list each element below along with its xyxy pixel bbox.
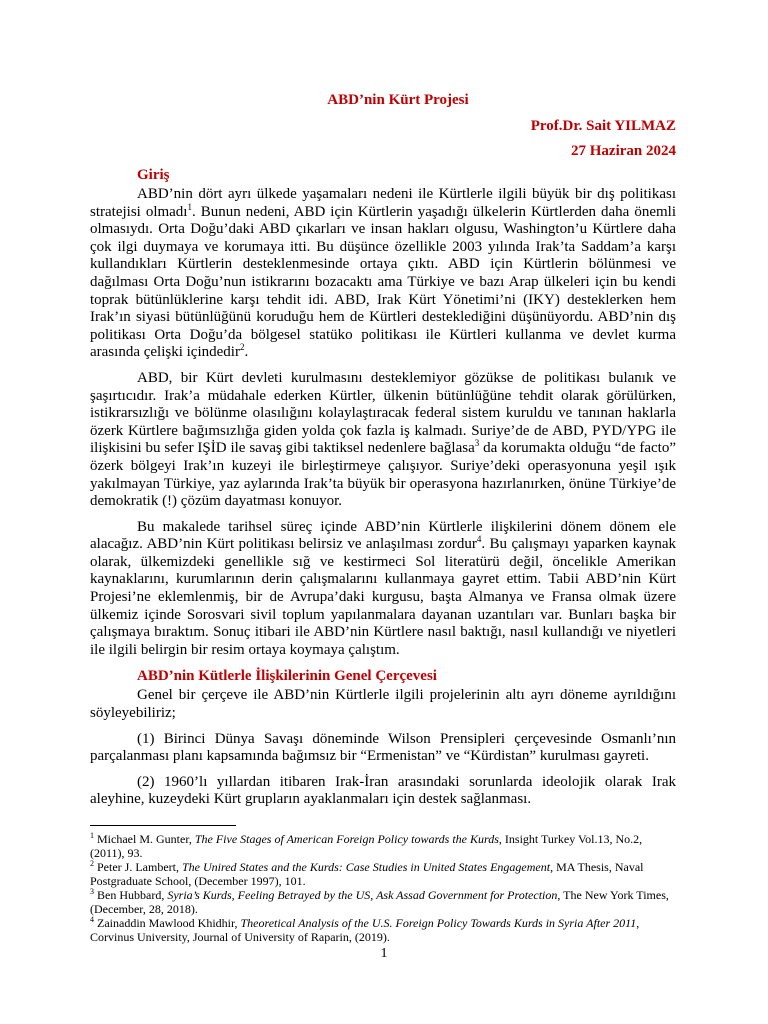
footnote-marker: 4: [90, 915, 94, 924]
paragraph: [90, 687, 676, 722]
section-heading: ABD’nin Kütlerle İlişkilerinin Genel Çerçevesi: [137, 668, 437, 685]
cited-title: Theoretical Analysis of the U.S. Foreign Policy Towards Kurds in Syria After 2011: [240, 916, 637, 930]
text-run: (2) 1960’lı yıllardan itibaren Irak-İran arasındaki sorunlarda ideolojik olarak Irak aleyhine, kuzeydeki Kürt grupların ayaklanmaları için destek sağlanması.: [90, 773, 676, 808]
text-run: , Corvinus University, Journal of University of Raparin, (2019).: [90, 916, 640, 944]
document-title: ABD’nin Kürt Projesi: [327, 92, 469, 108]
footnote-marker: 4: [476, 534, 482, 545]
footnote: [90, 888, 676, 916]
cited-title: The Unired States and the Kurds: Case Studies in United States Engagement: [181, 860, 551, 874]
author-name: Prof.Dr. Sait YILMAZ: [530, 118, 676, 134]
text-run: Zainaddin Mawlood Khidhir,: [94, 916, 241, 930]
footnote: [90, 916, 676, 944]
cited-title: Syria’s Kurds, Feeling Betrayed by the US, Ask Assad Government for Protection: [167, 888, 558, 902]
list-item: [90, 774, 676, 809]
text-run: da korumakta olduğu “de facto” özerk bölgeyi Irak’ın kuzeyi ile birleştirmeye çalışıyor. Suriye’deki operasyonuna yeşil ışık yakılmayan Türkiye, yaz aylarında Irak’ta büyük bir operasyona hazırlanırken, önüne Türkiye’de demokratik (!) çözüm dayatması konuyor.: [90, 440, 677, 510]
footnote-marker: 2: [239, 342, 245, 353]
footnote-marker: 1: [90, 831, 94, 840]
text-run: ABD’nin dört ayrı ülkede yaşamaları nedeni ile Kürtlerle ilgili büyük bir dış politikası stratejisi olmadı: [90, 186, 676, 220]
footnote-marker: 3: [474, 438, 480, 449]
cited-title: The Five Stages of American Foreign Policy towards the Kurds: [194, 832, 499, 846]
text-run: (1) Birinci Dünya Savaşı döneminde Wilson Prensipleri çerçevesinde Osmanlı’nın parçalanması planı kapsamında bağımsız bir “Ermenistan” ve “Kürdistan” kurulması gayreti.: [90, 730, 676, 765]
text-run: Ben Hubbard,: [94, 888, 168, 902]
text-run: Peter J. Lambert,: [94, 860, 182, 874]
footnote-marker: 1: [187, 201, 192, 212]
footnotes: [90, 832, 676, 944]
footnote-marker: 2: [90, 859, 94, 868]
footnote-separator: [90, 825, 236, 826]
document-page: [90, 92, 676, 944]
page-number: 1: [380, 946, 388, 961]
text-run: Michael M. Gunter,: [94, 832, 195, 846]
text-run: , The New York Times, (December, 28, 2018).: [90, 888, 669, 916]
paragraph: [90, 370, 676, 511]
paragraph: [90, 519, 676, 660]
footnote: [90, 860, 676, 888]
text-run: .: [244, 344, 249, 361]
text-run: . Bunun nedeni, ABD için Kürtlerin yaşadığı ülkelerin Kürtlerden daha önemli olmasıydı. Orta Doğu’daki ABD çıkarları ve insan hakları olgusu, Washington’u Kürtlere daha çok ilgi duymaya ve korumaya itti. Bu düşünce özellikle 2003 yılında Irak’ta Saddam’a karşı kullandıkları Kürtlerin desteklenmesinde ortaya çıktı. ABD için Kürtlerin bölünmesi ve dağılması Orta Doğu’nun istikrarını bozacaktı ama Türkiye ve bazı Arap ülkeleri için bu kendi toprak bütünlüklerine karşı tehdit idi. ABD, Irak Kürt Yönetimi’ni (IKY) desteklerken hem Irak’ın siyasi bütünlüğünü koruduğu hem de Kürtleri desteklediğini düşünüyordu. ABD’nin dış politikası Orta Doğu’da bölgesel statüko politikası ile Kürtleri kullanma ve devlet kurma arasında çelişki içindedir: [90, 203, 676, 361]
text-run: , MA Thesis, Naval Postgraduate School, (December 1997), 101.: [90, 860, 644, 888]
text-run: Bu makalede tarihsel süreç içinde ABD’nin Kürtlerle ilişkilerini dönem dönem ele alacağız. ABD’nin Kürt politikası belirsiz ve anlaşılması zordur: [90, 518, 676, 553]
section-heading: Giriş: [137, 167, 170, 183]
publication-date: 27 Haziran 2024: [571, 143, 676, 159]
paragraph: [90, 186, 676, 362]
list-item: [90, 731, 676, 766]
text-run: . Bu çalışmayı yaparken kaynak olarak, ülkemizdeki genellikle sığ ve kestirmeci Sol literatürü değil, öncelikle Amerikan kaynaklarını, kurumlarının derin çalışmalarını kullanmaya gayret ettim. Tabii ABD’nin Kürt Projesi’ne eklemlenmiş, bir de Avrupa’daki kurgusu, başta Almanya ve Fransa olmak üzere ülkemiz içinde Sorosvari sivil toplum yapılanmalara dayanan uzantıları var. Bunları başka bir çalışmaya bıraktım. Sonuç itibari ile ABD’nin Kürtlere nasıl baktığı, nasıl kullandığı ve niyetleri ile ilgili belirgin bir resim ortaya koymaya çalıştım.: [90, 536, 676, 658]
section-introduction: [90, 166, 676, 659]
section-general-framework: [90, 667, 676, 809]
text-run: ABD, bir Kürt devleti kurulmasını desteklemiyor gözükse de politikası bulanık ve şaşırtıcıdır. Irak’a müdahale ederken Kürtler, ülkenin bütünlüğüne tehdit olarak görülürken, istikrarsızlığı ve bölünme olasılığını kolaylaştıracak federal sistem kuruldu ve tanınan haklarla özerk Kürtlere bağımsızlığa giden yolda çok fazla iş kalmadı. Suriye’de de ABD, PYD/YPG ile ilişkisini bu sefer IŞİD ile savaş gibi taktiksel nedenlere bağlasa: [90, 369, 676, 457]
footnote: [90, 832, 676, 860]
text-run: , Insight Turkey Vol.13, No.2, (2011), 93.: [90, 832, 643, 860]
footnote-marker: 3: [90, 887, 94, 896]
text-run: Genel bir çerçeve ile ABD’nin Kürtlerle ilgili projelerinin altı ayrı döneme ayrıldığını söyleyebiliriz;: [90, 687, 676, 722]
